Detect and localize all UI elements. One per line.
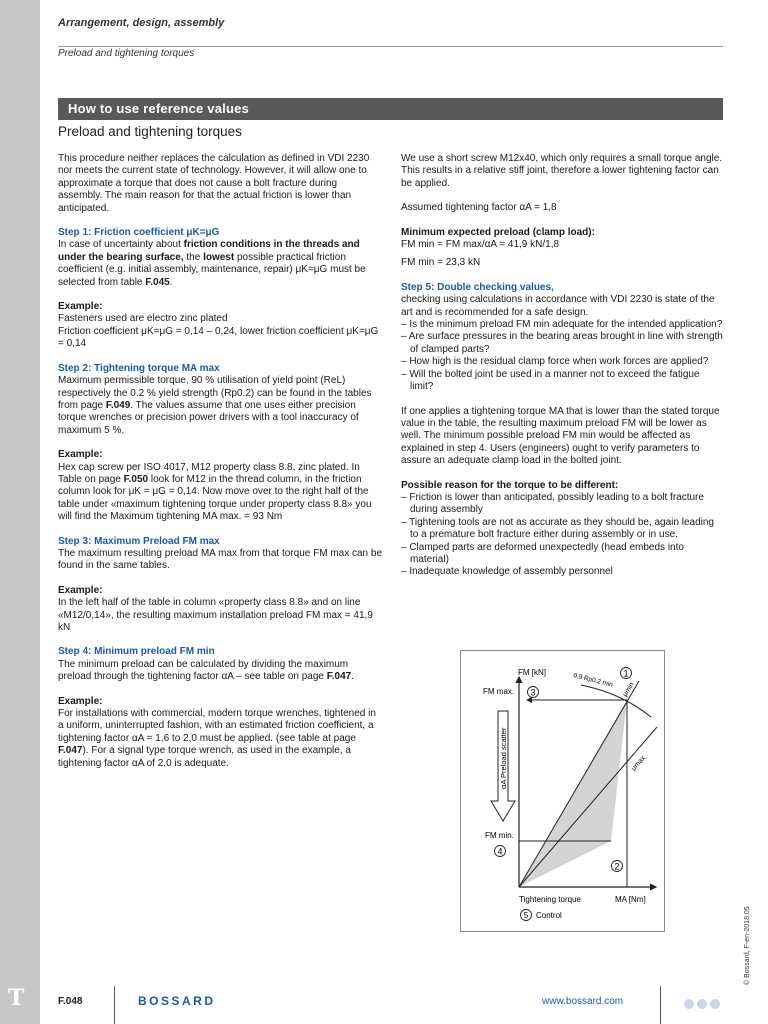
control-label: Control [536, 911, 562, 920]
check-item: – Are surface pressures in the bearing areas brought in line with strength of clamped parts? [401, 331, 723, 355]
check-item: – Is the minimum preload FM min adequate for the intended application? [401, 319, 723, 331]
website-link[interactable]: www.bossard.com [542, 996, 624, 1007]
yield-curve [581, 685, 651, 717]
step5-text: checking using calculations in accordance with VDI 2230 is state of the art and is recommended for a safe design. [401, 294, 715, 318]
left-column [58, 153, 384, 782]
footer-divider [114, 986, 115, 1024]
check-item: – How high is the residual clamp force when work forces are applied? [401, 356, 709, 368]
mu-min-label: μmin [621, 681, 636, 699]
decorative-dots [684, 996, 723, 1014]
mu-max-label: μmax [630, 754, 648, 773]
step3-text: The maximum resulting preload MA max from that torque FM max can be found in the same tables. [58, 547, 383, 572]
check-item: – Will the bolted joint be used in a manner not to exceed the fatigue limit? [401, 368, 700, 393]
step5-heading: Step 5: Double checking values, [401, 281, 554, 293]
intro-paragraph: This procedure neither replaces the calculation as defined in VDI 2230 nor meets the current state of technology. However, it will allow one to approximate a torque that does not cause a bolt fracture during assembly. The main reason for that the actual friction is lower than anticipated. [58, 153, 370, 214]
torque-paragraph: If one applies a tightening torque MA that is lower than the stated torque value in the table, the resulting maximum preload FM will be lower as well. The minimum possible preload FM min would be affected as explained in step 4. Users (engineers) ought to verify parameters to assure an adequate clamp load in the bolted joint. [401, 405, 720, 467]
dot-icon [697, 999, 707, 1009]
example3-text: In the left half of the table in column «property class 8.8» and on line «M12/0,14», the resulting maximum installation preload FM max = 41,9 kN [58, 597, 373, 633]
footer-divider [660, 986, 661, 1024]
banner-title: How to use reference values [68, 101, 249, 116]
tightening-factor: Assumed tightening factor αA = 1,8 [401, 202, 557, 214]
mu-max-line [519, 727, 657, 887]
right-column [401, 153, 723, 579]
step3-heading: Step 3: Maximum Preload FM max [58, 535, 220, 547]
brand-logo: BOSSARD [138, 994, 216, 1008]
page-subtitle: Preload and tightening torques [58, 124, 242, 139]
example3-label: Example: [58, 584, 103, 596]
example2-text: Hex cap screw per ISO 4017, M12 property class 8.8, zinc plated. In Table on page F.050 look for M12 in the thread column, in the friction column look for μK = μG = 0,14. Now move over to the right half of the table under «maximum tightening torque under property class 8.8» you will find the Maximum tightening MA max. = 93 Nm [58, 461, 372, 523]
y-axis-label: FM [kN] [518, 668, 546, 677]
example1-label: Example: [58, 301, 103, 313]
step2-text: Maximum permissible torque, 90 % utilisation of yield point (ReL) respectively the 0.2 % yield strength (Rp0.2) can be found in the tables from page F.049. The values assume that one uses either precision torque wrenches or precision power drivers with a tool inaccuracy of maximum 5 %. [58, 375, 372, 436]
dot-icon [710, 999, 720, 1009]
min-preload-heading: Minimum expected preload (clamp load): [401, 226, 595, 238]
yield-curve-label: 0,9 Rp0,2 min [572, 672, 614, 689]
scatter-label: αA Preload scatter [499, 727, 508, 789]
min-preload-result: FM min = 23,3 kN [401, 257, 481, 269]
section-letter: T [8, 985, 25, 1011]
reason-item: – Inadequate knowledge of assembly personnel [401, 566, 613, 578]
example1-line: Fasteners used are electro zinc plated [58, 313, 228, 325]
side-tab [0, 0, 40, 1024]
step4-text: The minimum preload can be calculated by dividing the maximum preload through the tightening factor αA – see table on page F.047. [58, 658, 355, 683]
example1-line: Friction coefficient μK=μG = 0,14 – 0,24, lower friction coefficient μK=μG = 0,14 [58, 325, 379, 350]
fm-min-label: FM min. [485, 831, 514, 840]
marker-1-label: 1 [623, 668, 629, 679]
header-divider [58, 46, 723, 47]
page-number: F.048 [58, 996, 83, 1007]
reason-item: – Friction is lower than anticipated, possibly leading to a bolt fracture during assembly [401, 491, 704, 516]
copyright: © Bossard, F-en-2018.05 [744, 906, 751, 985]
subsection-title: Preload and tightening torques [58, 48, 195, 59]
step2-heading: Step 2: Tightening torque MA max [58, 362, 220, 374]
example4-label: Example: [58, 695, 103, 707]
marker-5-label: 5 [523, 911, 529, 920]
min-preload-formula: FM min = FM max/αA = 41,9 kN/1,8 [401, 239, 560, 251]
reasons-heading: Possible reason for the torque to be different: [401, 479, 619, 491]
fm-max-label: FM max. [483, 687, 515, 696]
reason-item: – Clamped parts are deformed unexpectedly (head embeds into material) [401, 541, 684, 565]
step1-heading: Step 1: Friction coefficient μK=μG [58, 227, 220, 239]
diagram-canvas [461, 651, 664, 931]
preload-torque-diagram [460, 650, 665, 932]
x-unit-label: MA [Nm] [615, 895, 646, 904]
example4-text: For installations with commercial, modern torque wrenches, tightened in a uniform, uninterrupted fashion, with an estimated friction coefficient, a tightening factor αA = 1,6 to 2,0 must be applied. (see table at page F.047). For a signal type torque wrench, as used in the example, a tightening factor αA of 2,0 is adequate. [58, 708, 376, 769]
step1-text: In case of uncertainty about friction conditions in the threads and under the bearing surface, the lowest possible practical friction coefficient (e.g. initial assembly, maintenance, repair) μK=μG must be selected from table F.045. [58, 239, 366, 288]
section-title: Arrangement, design, assembly [58, 17, 225, 29]
marker-2-label: 2 [614, 861, 620, 872]
x-axis-label: Tightening torque [519, 895, 581, 904]
marker-3-label: 3 [530, 687, 536, 698]
dot-icon [684, 999, 694, 1009]
reason-item: – Tightening tools are not as accurate as they should be, again leading to a premature bolt fracture either during assembly or in use. [401, 516, 714, 541]
step4-heading: Step 4: Minimum preload FM min [58, 646, 215, 658]
banner [58, 98, 723, 120]
right-paragraph: We use a short screw M12x40, which only requires a small torque angle. This results in a relative stiff joint, therefore a lower tightening factor can be applied. [401, 153, 723, 189]
example2-label: Example: [58, 449, 103, 461]
marker-4-label: 4 [497, 846, 503, 857]
